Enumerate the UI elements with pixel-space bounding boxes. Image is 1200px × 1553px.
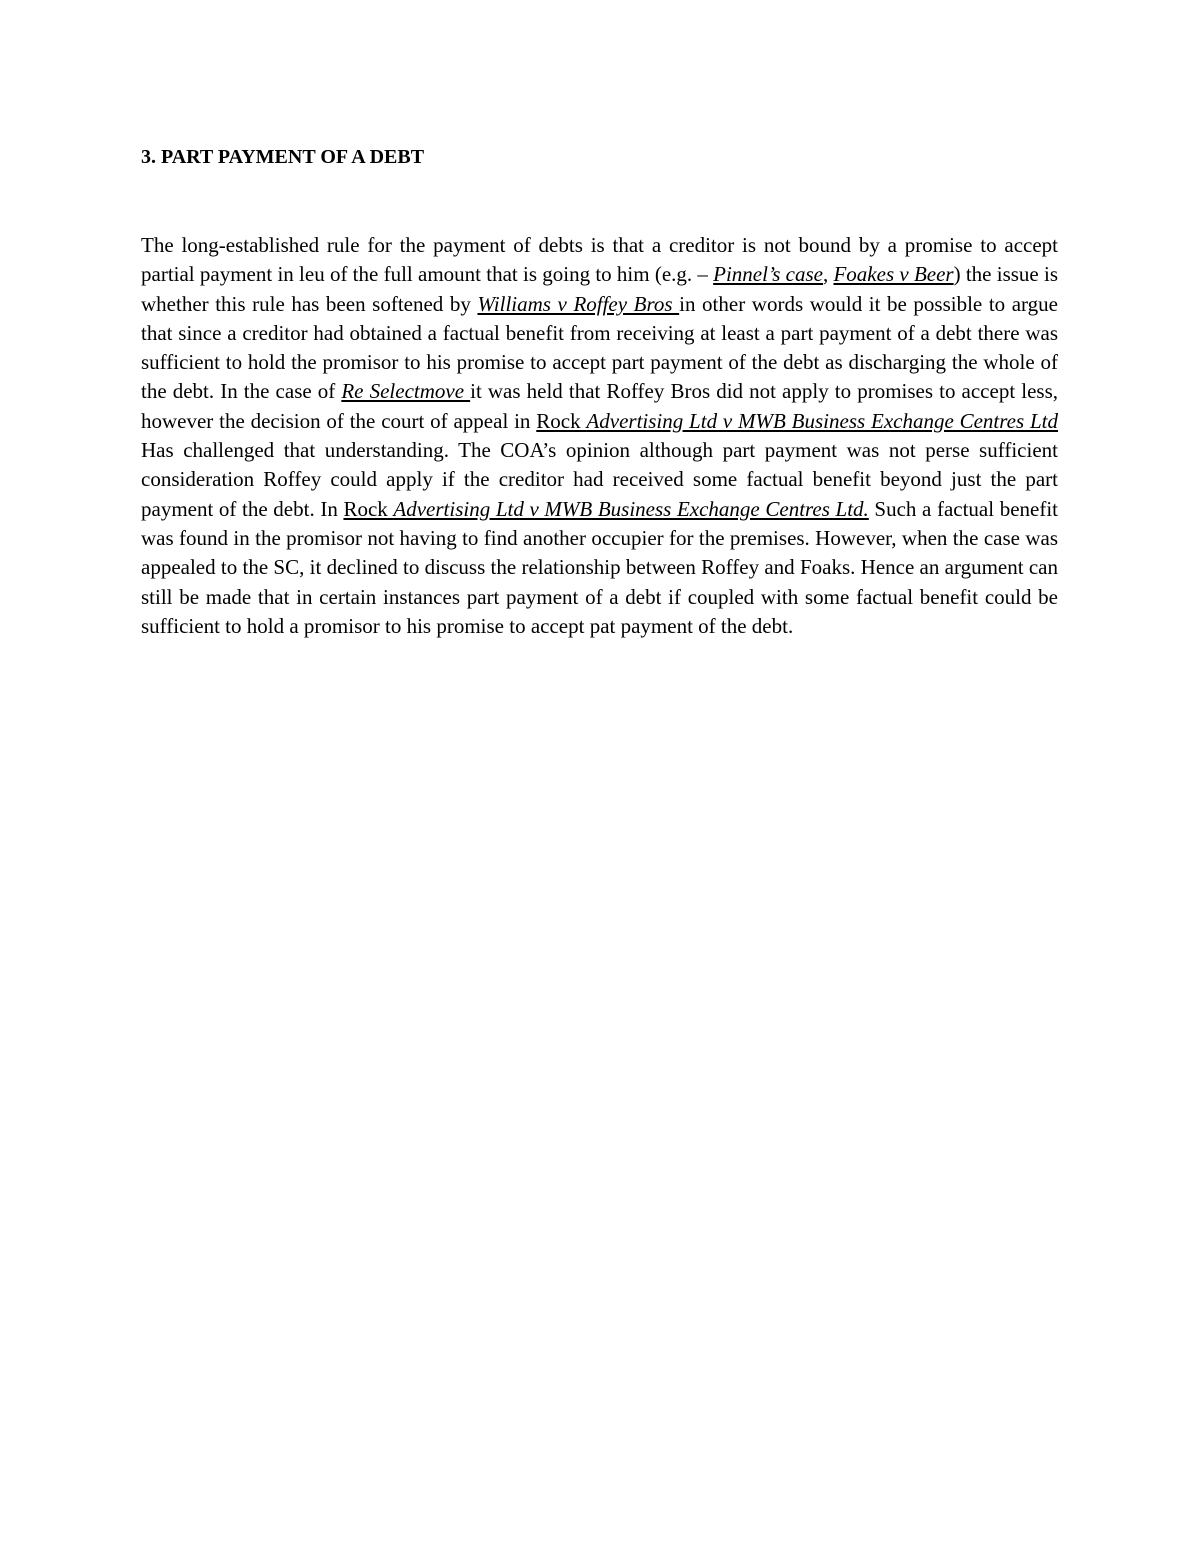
section-heading: 3. PART PAYMENT OF A DEBT <box>141 146 425 168</box>
case-citation: Re Selectmove <box>341 379 471 404</box>
text-run: The long-established rule for the payment of debts is that a creditor is not bound by a promise to accept partial payment in leu of the full amount that is going to him (e.g. – <box>141 233 1058 287</box>
text-run: it was held that Roffey Bros did not apply to promises to accept less, however the decision of the court of appeal in <box>141 379 1058 433</box>
case-citation: Rock <box>536 408 587 433</box>
text-run: in other words would it be possible to argue that since a creditor had obtained a factual benefit from receiving at least a part payment of a debt there was sufficient to hold the promisor to his promise to accept part payment of the debt as discharging the whole of the debt. In the case of <box>141 291 1058 404</box>
case-citation: Advertising Ltd v MWB Business Exchange Centres Ltd <box>586 408 1058 433</box>
case-citation: Advertising Ltd v MWB Business Exchange Centres Ltd. <box>393 496 869 521</box>
text-run: ) the issue is whether this rule has been softened by <box>141 262 1058 316</box>
case-citation: Rock <box>343 496 394 521</box>
body-paragraph <box>141 231 1058 641</box>
text-run: , <box>822 262 834 287</box>
case-citation: Williams v Roffey Bros <box>477 291 680 316</box>
case-citation: Pinnel’s case <box>713 262 823 287</box>
case-citation: Foakes v Beer <box>833 262 954 287</box>
text-run: Such a factual benefit was found in the promisor not having to find another occupier for the premises. However, when the case was appealed to the SC, it declined to discuss the relationship between Roffey and Foaks. Hence an argument can still be made that in certain instances part payment of a debt if coupled with some factual benefit could be sufficient to hold a promisor to his promise to accept pat payment of the debt. <box>141 496 1059 638</box>
text-run: Has challenged that understanding. The COA’s opinion although part payment was not perse sufficient consideration Roffey could apply if the creditor had received some factual benefit beyond just the part payment of the debt. In <box>141 438 1058 521</box>
